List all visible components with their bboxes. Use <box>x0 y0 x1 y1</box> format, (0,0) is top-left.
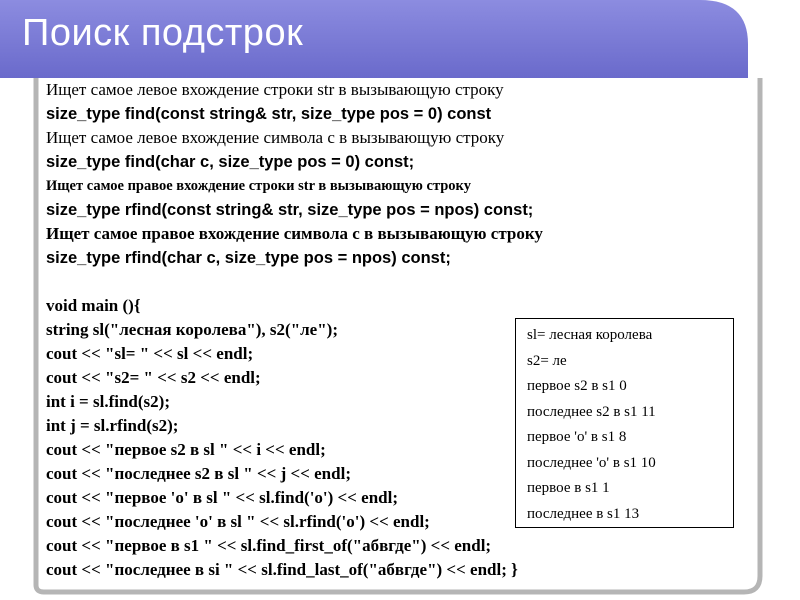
output-line: s2= ле <box>527 352 567 369</box>
text-line: cout << "последнее s2 в sl " << j << endl; <box>46 464 351 483</box>
text-line: cout << "последнее 'o' в sl " << sl.rfind('o') << endl; <box>46 512 430 531</box>
output-line: последнее в s1 13 <box>527 505 640 522</box>
text-line: int i = sl.find(s2); <box>46 392 170 411</box>
text-line: Ищет самое правое вхождение строки str в вызывающую строку <box>46 178 471 194</box>
text-line: Ищет самое левое вхождение строки str в вызывающую строку <box>46 80 504 99</box>
output-line: первое 'o' в s1 8 <box>527 429 627 445</box>
blank-line <box>46 270 766 294</box>
text-line: Ищет самое левое вхождение символа с в вызывающую строку <box>46 128 505 147</box>
left-accent-bar <box>0 0 14 600</box>
text-line: size_type find(const string& str, size_type pos = 0) const <box>46 105 492 123</box>
output-line: первое в s1 1 <box>527 480 610 496</box>
text-line: cout << "первое s2 в sl " << i << endl; <box>46 440 326 459</box>
text-line: cout << "s2= " << s2 << endl; <box>46 368 261 387</box>
output-line: последнее 'o' в s1 10 <box>527 454 656 471</box>
output-line: первое s2 в s1 0 <box>527 378 627 394</box>
text-line: size_type find(char c, size_type pos = 0) const; <box>46 153 415 171</box>
text-line: cout << "последнее в si " << sl.find_last_of("абвгде") << endl; } <box>46 560 518 579</box>
title-band <box>0 0 800 78</box>
output-line: последнее s2 в s1 11 <box>527 403 656 420</box>
output-line: sl= лесная королева <box>527 327 653 343</box>
text-line: size_type rfind(const string& str, size_type pos = npos) const; <box>46 201 534 219</box>
text-line: cout << "первое в s1 " << sl.find_first_of("абвгде") << endl; <box>46 536 492 555</box>
program-output-box <box>515 318 734 528</box>
text-line: string sl("лесная королева"), s2("ле"); <box>46 320 338 339</box>
text-line: cout << "первое 'o' в sl " << sl.find('o') << endl; <box>46 488 399 507</box>
text-line: Ищет самое правое вхождение символа с в вызывающую строку <box>46 224 543 243</box>
slide-title: Поиск подстрок <box>22 12 304 54</box>
text-line: void main (){ <box>46 296 141 315</box>
text-line: cout << "sl= " << sl << endl; <box>46 344 254 363</box>
text-line: int j = sl.rfind(s2); <box>46 416 179 435</box>
text-line: size_type rfind(char c, size_type pos = npos) const; <box>46 249 451 267</box>
